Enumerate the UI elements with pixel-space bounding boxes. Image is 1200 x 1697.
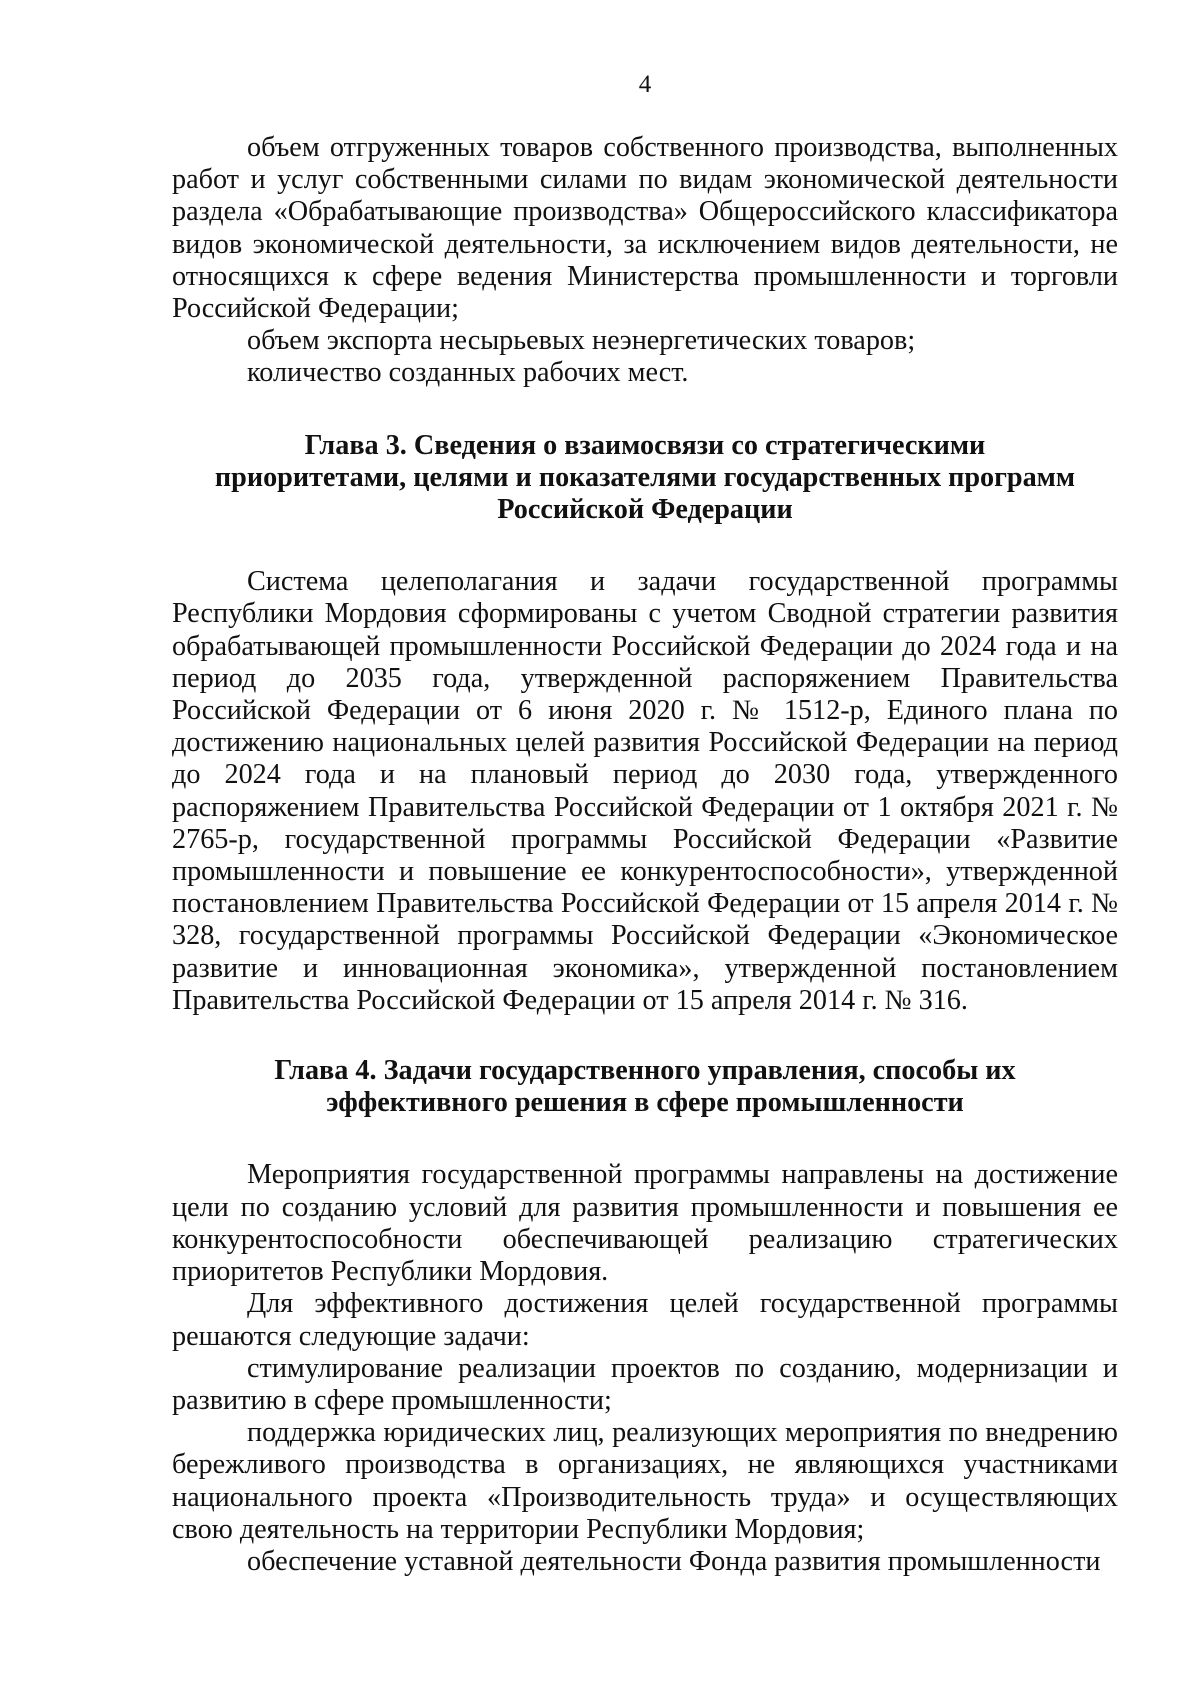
chapter-3-paragraph-1: Система целеполагания и задачи государственной программы Республики Мордовия сформированы с учетом Сводной стратегии развития обрабатывающей промышленности Российской Федерации до 2024 года и на период до 2035 года, утвержденной распоряжением Правительства Российской Федерации от 6 июня 2020 г. № 1512-р, Единого плана по достижению национальных целей развития Российской Федерации на период до 2024 года и на плановый период до 2030 года, утвержденного распоряжением Правительства Российской Федерации от 1 октября 2021 г. № 2765-р, государственной программы Российской Федерации «Развитие промышленности и повышение ее конкурентоспособности», утвержденной постановлением Правительства Российской Федерации от 15 апреля 2014 г. № 328, государственной программы Российской Федерации «Экономическое развитие и инновационная экономика», утвержденной постановлением Правительства Российской Федерации от 15 апреля 2014 г. № 316. [172, 566, 1118, 1016]
chapter-4-paragraph-3: стимулирование реализации проектов по созданию, модернизации и развитию в сфере промышленности; [172, 1352, 1118, 1416]
chapter-3-heading-line-2: приоритетами, целями и показателями государственных программ [214, 461, 1076, 493]
chapter-4-heading-line-2: эффективного решения в сфере промышленности [326, 1087, 964, 1119]
chapter-4-paragraph-5: обеспечение уставной деятельности Фонда развития промышленности [247, 1545, 1101, 1577]
chapter-3-heading-line-3: Российской Федерации [497, 494, 793, 526]
chapter-3-heading [172, 430, 1118, 527]
chapter-3-heading-line-1: Глава 3. Сведения о взаимосвязи со стратегическими [304, 429, 986, 461]
chapter-4-heading [172, 1055, 1118, 1119]
intro-paragraph-1: объем отгруженных товаров собственного производства, выполненных работ и услуг собственными силами по видам экономической деятельности раздела «Обрабатывающие производства» Общероссийского классификатора видов экономической деятельности, за исключением видов деятельности, не относящихся к сфере ведения Министерства промышленности и торговли Российской Федерации; [172, 132, 1118, 325]
document-body [172, 132, 1118, 1578]
page-number: 4 [638, 71, 652, 98]
chapter-4-paragraph-4: поддержка юридических лиц, реализующих мероприятия по внедрению бережливого производства в организациях, не являющихся участниками национального проекта «Производительность труда» и осуществляющих свою деятельность на территории Республики Мордовия; [172, 1417, 1118, 1545]
chapter-4-heading-line-1: Глава 4. Задачи государственного управления, способы их [274, 1055, 1016, 1087]
chapter-4-paragraph-1: Мероприятия государственной программы направлены на достижение цели по созданию условий для развития промышленности и повышения ее конкурентоспособности обеспечивающей реализацию стратегических приоритетов Республики Мордовия. [172, 1159, 1118, 1288]
intro-paragraph-3: количество созданных рабочих мест. [247, 357, 689, 389]
chapter-4-paragraph-2: Для эффективного достижения целей государственной программы решаются следующие задачи: [172, 1288, 1118, 1352]
intro-paragraph-2: объем экспорта несырьевых неэнергетических товаров; [247, 325, 916, 357]
